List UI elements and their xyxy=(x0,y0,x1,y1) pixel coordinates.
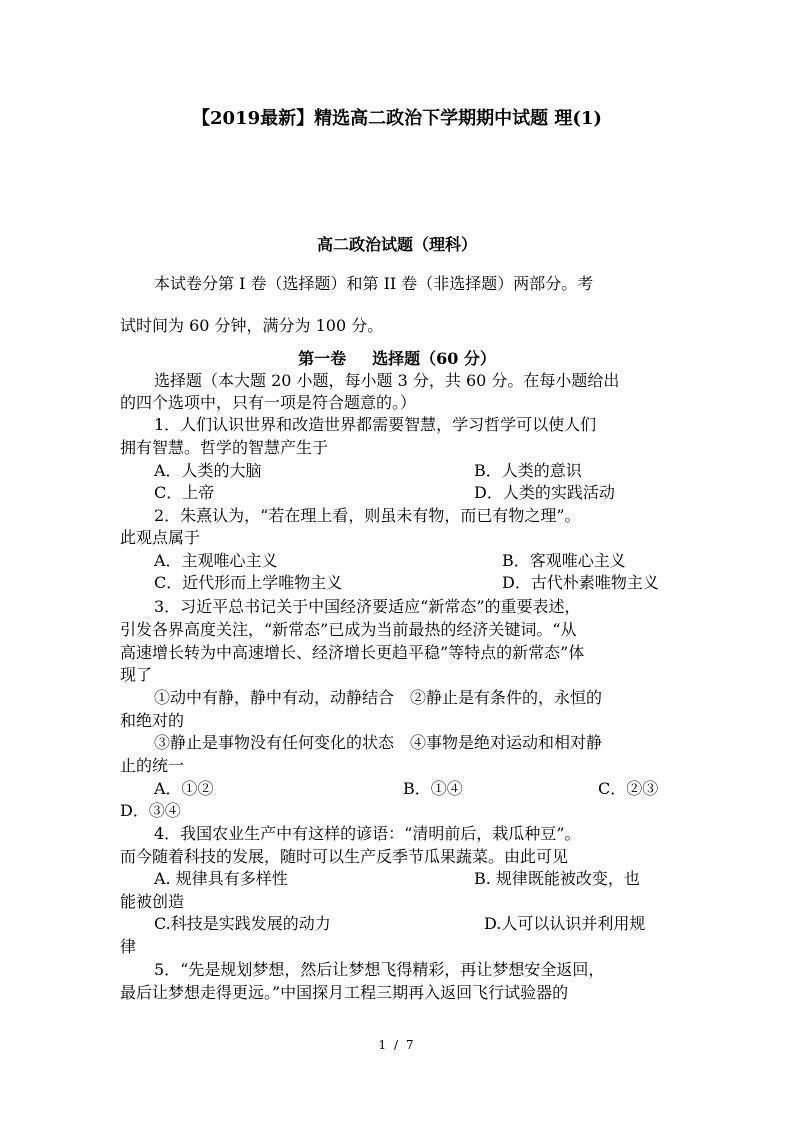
intro-line-1: 本试卷分第 I 卷（选择题）和第 II 卷（非选择题）两部分。考 xyxy=(154,274,594,293)
q3-option-a: A．①② xyxy=(154,779,214,798)
q2-option-d: D．古代朴素唯物主义 xyxy=(502,573,659,592)
q3-statements-line-4: 止的统一 xyxy=(120,756,185,775)
q3-statements-line-3: ③静止是事物没有任何变化的状态 ④事物是绝对运动和相对静 xyxy=(154,733,603,752)
q3-statements-line-1: ①动中有静，静中有动，动静结合 ②静止是有条件的，永恒的 xyxy=(154,688,603,707)
section-name: 选择题（60 分） xyxy=(372,349,496,368)
q4-option-d: D.人可以认识并利用规 xyxy=(484,914,646,933)
q2-option-a: A．主观唯心主义 xyxy=(154,551,278,570)
q4-option-a: A. 规律具有多样性 xyxy=(154,869,288,888)
q3-stem-line-4: 现了 xyxy=(120,665,153,684)
q3-stem-line-1: 3．习近平总书记关于中国经济要适应“新常态”的重要表述， xyxy=(154,597,581,616)
q1-option-b: B．人类的意识 xyxy=(474,461,582,480)
q4-stem-line-2: 而今随着科技的发展，随时可以生产反季节瓜果蔬菜。由此可见 xyxy=(120,847,569,866)
q1-option-c: C．上帝 xyxy=(154,483,215,502)
q3-statements-line-2: 和绝对的 xyxy=(120,711,185,730)
q4-option-b-cont: 能被创造 xyxy=(120,892,185,911)
q3-stem-line-2: 引发各界高度关注，“新常态”已成为当前最热的经济关键词。“从 xyxy=(120,620,577,639)
q2-option-c: C．近代形而上学唯物主义 xyxy=(154,573,343,592)
q4-option-c: C.科技是实践发展的动力 xyxy=(154,914,331,933)
q4-option-b: B. 规律既能被改变，也 xyxy=(474,869,640,888)
instructions-line-1: 选择题（本大题 20 小题，每小题 3 分，共 60 分。在每小题给出 xyxy=(154,371,620,390)
q1-stem-line-2: 拥有智慧。哲学的智慧产生于 xyxy=(120,438,329,457)
q3-option-d: D．③④ xyxy=(120,801,181,820)
q3-option-b: B．①④ xyxy=(403,779,463,798)
page-number: 1 / 7 xyxy=(378,1038,416,1052)
q2-option-b: B．客观唯心主义 xyxy=(502,551,626,570)
document-title: 【2019最新】精选高二政治下学期期中试题 理(1) xyxy=(192,108,602,129)
q2-stem-line-2: 此观点属于 xyxy=(120,528,201,547)
q3-stem-line-3: 高速增长转为中高速增长、经济增长更趋平稳”等特点的新常态”体 xyxy=(120,643,585,662)
q5-stem-line-1: 5．“先是规划梦想，然后让梦想飞得精彩，再让梦想安全返回， xyxy=(154,960,605,979)
q1-option-d: D．人类的实践活动 xyxy=(474,483,615,502)
q3-option-c: C．②③ xyxy=(598,779,659,798)
q1-option-a: A．人类的大脑 xyxy=(154,461,262,480)
q4-option-d-cont: 律 xyxy=(120,937,137,956)
intro-line-2: 试时间为 60 分钟，满分为 100 分。 xyxy=(120,316,384,335)
q4-stem-line-1: 4．我国农业生产中有这样的谚语：“清明前后，栽瓜种豆”。 xyxy=(154,824,581,843)
section-heading xyxy=(0,346,794,369)
q1-stem-line-1: 1．人们认识世界和改造世界都需要智慧，学习哲学可以使人们 xyxy=(154,415,597,434)
q2-stem-line-1: 2．朱熹认为，“若在理上看，则虽未有物，而已有物之理”。 xyxy=(154,506,581,525)
section-part: 第一卷 xyxy=(298,349,347,368)
q5-stem-line-2: 最后让梦想走得更远。”中国探月工程三期再入返回飞行试验器的 xyxy=(120,983,569,1002)
exam-title: 高二政治试题（理科） xyxy=(316,235,477,254)
instructions-line-2: 的四个选项中，只有一项是符合题意的。） xyxy=(120,393,417,412)
